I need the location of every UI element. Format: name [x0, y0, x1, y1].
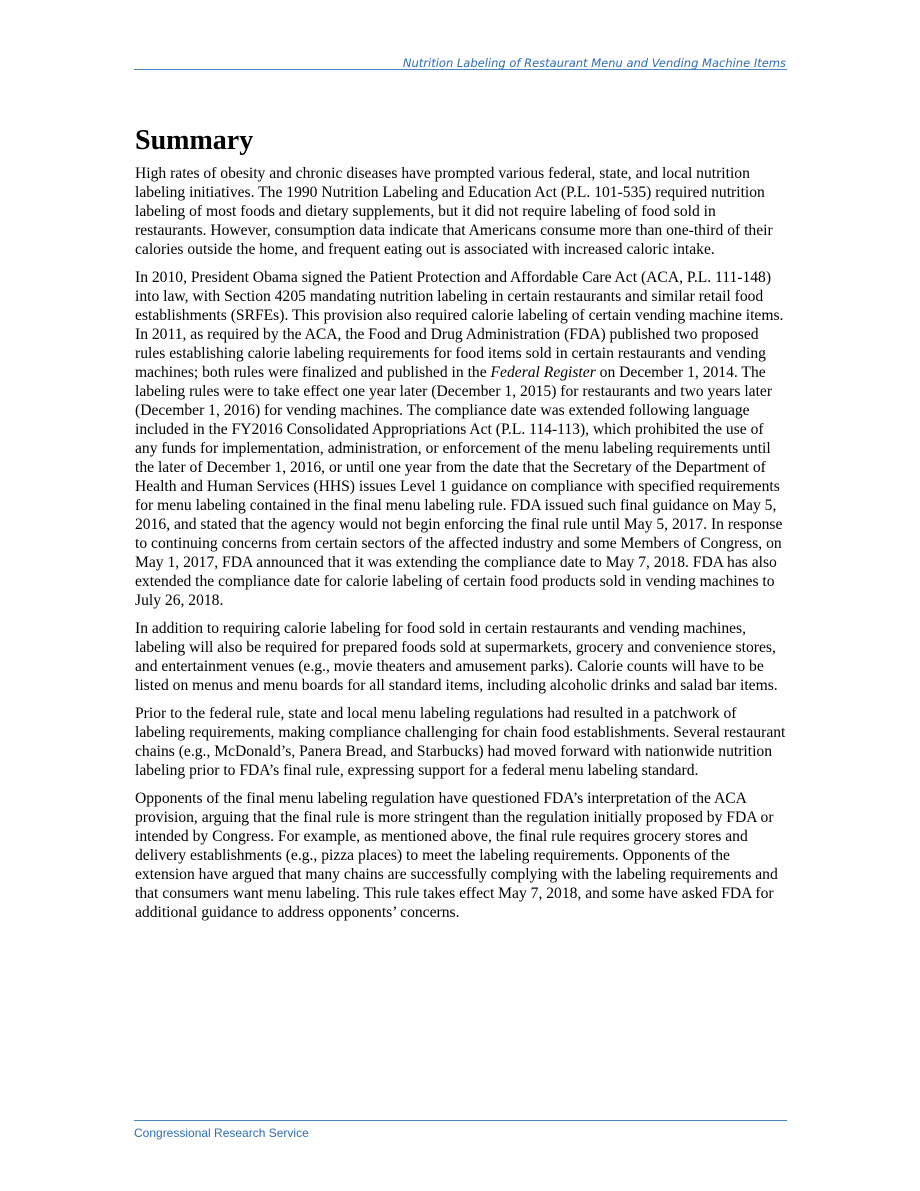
- paragraph-5: Opponents of the final menu labeling regulation have questioned FDA’s interpretation of the ACA provision, arguing that the final rule is more stringent than the regulation initially proposed by FDA or intended by Congress. For example, as mentioned above, the final rule requires grocery stores and delivery establishments (e.g., pizza places) to meet the labeling requirements. Opponents of the extension have argued that many chains are successfully complying with the labeling requirements and that consumers want menu labeling. This rule takes effect May 7, 2018, and some have asked FDA for additional guidance to address opponents’ concerns.: [135, 790, 778, 921]
- paragraph-1: High rates of obesity and chronic diseases have prompted various federal, state, and local nutrition labeling initiatives. The 1990 Nutrition Labeling and Education Act (P.L. 101-535) required nutrition labeling of most foods and dietary supplements, but it did not require labeling of food sold in restaurants. However, consumption data indicate that Americans consume more than one-third of their calories outside the home, and frequent eating out is associated with increased caloric intake.: [135, 165, 773, 258]
- paragraph-4: Prior to the federal rule, state and local menu labeling regulations had resulted in a patchwork of labeling requirements, making compliance challenging for chain food establishments. Several restaurant chains (e.g., McDonald’s, Panera Bread, and Starbucks) had moved forward with nationwide nutrition labeling prior to FDA’s final rule, expressing support for a federal menu labeling standard.: [135, 705, 786, 779]
- paragraph-2-text-a: In 2010, President Obama signed the Patient Protection and Affordable Care Act (ACA, P.L. 111-148) into law, with Section 4205 mandating nutrition labeling in certain restaurants and similar retail food establishments (SRFEs). This provision also required calorie labeling of certain vending machine items. In 2011, as required by the ACA, the Food and Drug Administration (FDA) published two proposed rules establishing calorie labeling requirements for food items sold in certain restaurants and vending machines; both rules were finalized and published in the: [135, 269, 784, 381]
- page-footer: [134, 1120, 787, 1142]
- section-title: Summary: [135, 125, 254, 156]
- running-title: Nutrition Labeling of Restaurant Menu and Vending Machine Items: [402, 56, 786, 70]
- footer-publisher: Congressional Research Service: [134, 1126, 309, 1140]
- paragraph-2: [135, 268, 787, 610]
- document-body: [135, 124, 787, 931]
- federal-register-italic: Federal Register: [490, 364, 596, 381]
- page-header: [134, 54, 787, 70]
- paragraph-3: In addition to requiring calorie labeling for food sold in certain restaurants and vending machines, labeling will also be required for prepared foods sold at supermarkets, grocery and convenience stores, and entertainment venues (e.g., movie theaters and amusement parks). Calorie counts will have to be listed on menus and menu boards for all standard items, including alcoholic drinks and salad bar items.: [135, 620, 778, 694]
- paragraph-2-text-b: on December 1, 2014. The labeling rules were to take effect one year later (December 1, 2015) for restaurants and two years later (December 1, 2016) for vending machines. The compliance date was extended following language included in the FY2016 Consolidated Appropriations Act (P.L. 114-113), which prohibited the use of any funds for implementation, administration, or enforcement of the menu labeling requirements until the later of December 1, 2016, or until one year from the date that the Secretary of the Department of Health and Human Services (HHS) issues Level 1 guidance on compliance with specified requirements for menu labeling contained in the final menu labeling rule. FDA issued such final guidance on May 5, 2016, and stated that the agency would not begin enforcing the final rule until May 5, 2017. In response to continuing concerns from certain sectors of the affected industry and some Members of Congress, on May 1, 2017, FDA announced that it was extending the compliance date to May 7, 2018. FDA has also extended the compliance date for calorie labeling of certain food products sold in vending machines to July 26, 2018.: [135, 364, 783, 609]
